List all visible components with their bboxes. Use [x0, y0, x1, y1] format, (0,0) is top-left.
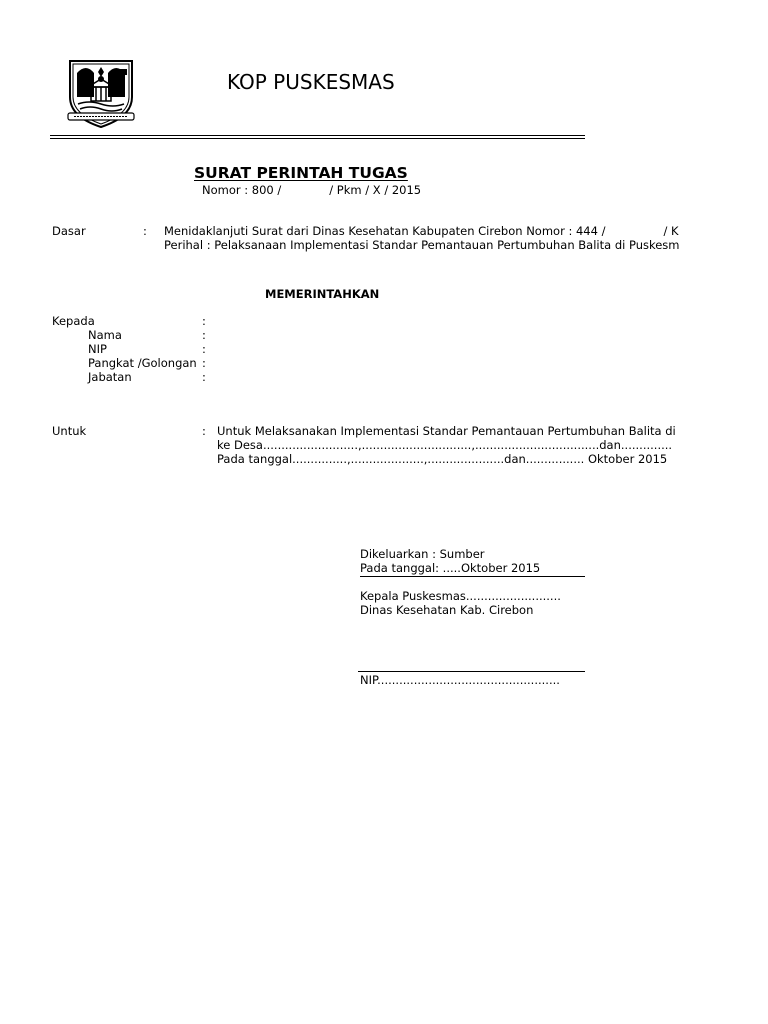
dasar-line-2: Perihal : Pelaksanaan Implementasi Standar Pemantauan Pertumbuhan Balita di Puskesm — [164, 238, 680, 252]
jabatan-label: Jabatan — [88, 370, 132, 384]
dinas-line: Dinas Kesehatan Kab. Cirebon — [360, 603, 534, 617]
kepada-label: Kepada — [52, 314, 95, 328]
untuk-label: Untuk — [52, 424, 87, 438]
dasar-line-1 — [164, 224, 679, 238]
untuk-line-1: Untuk Melaksanakan Implementasi Standar Pemantauan Pertumbuhan Balita di — [217, 424, 676, 438]
nip-label: NIP — [88, 342, 107, 356]
kepala-puskesmas-line: Kepala Puskesmas.......................... — [360, 589, 561, 603]
pada-tanggal-line: Pada tanggal: .....Oktober 2015 — [360, 561, 541, 575]
dasar-colon: : — [143, 224, 147, 238]
nomor-label: Nomor : 800 / — [202, 183, 282, 197]
kop-title: KOP PUSKESMAS — [227, 70, 395, 94]
letter-number — [202, 183, 421, 197]
untuk-colon: : — [202, 424, 206, 438]
nip-colon: : — [202, 342, 206, 356]
nama-colon: : — [202, 328, 206, 342]
dasar-line-1-text: Menidaklanjuti Surat dari Dinas Kesehatan Kabupaten Cirebon Nomor : 444 / — [164, 224, 606, 238]
dasar-line-1-suffix: / K — [663, 224, 679, 238]
dasar-label: Dasar — [52, 224, 86, 238]
header-rule-bottom — [50, 138, 585, 139]
pangkat-label: Pangkat /Golongan — [88, 356, 197, 370]
kepada-colon: : — [202, 314, 206, 328]
untuk-line-2: ke Desa..........................,..............................,..................................dan.............. — [217, 438, 673, 452]
dikeluarkan-line: Dikeluarkan : Sumber — [360, 547, 485, 561]
nama-label: Nama — [88, 328, 122, 342]
signature-rule-bottom — [358, 671, 585, 672]
jabatan-colon: : — [202, 370, 206, 384]
nip-signature-line: NIP.................................................. — [360, 673, 560, 687]
memerintahkan-heading: MEMERINTAHKAN — [265, 287, 380, 301]
letter-title: SURAT PERINTAH TUGAS — [194, 164, 408, 182]
header-rule-top — [50, 135, 585, 136]
regency-coat-of-arms-icon — [64, 57, 138, 129]
untuk-line-3: Pada tanggal...............,....................,.....................dan................ Oktober 2015 — [217, 452, 668, 466]
signature-rule-top — [360, 576, 585, 577]
nomor-suffix: / Pkm / X / 2015 — [329, 183, 422, 197]
pangkat-colon: : — [202, 356, 206, 370]
